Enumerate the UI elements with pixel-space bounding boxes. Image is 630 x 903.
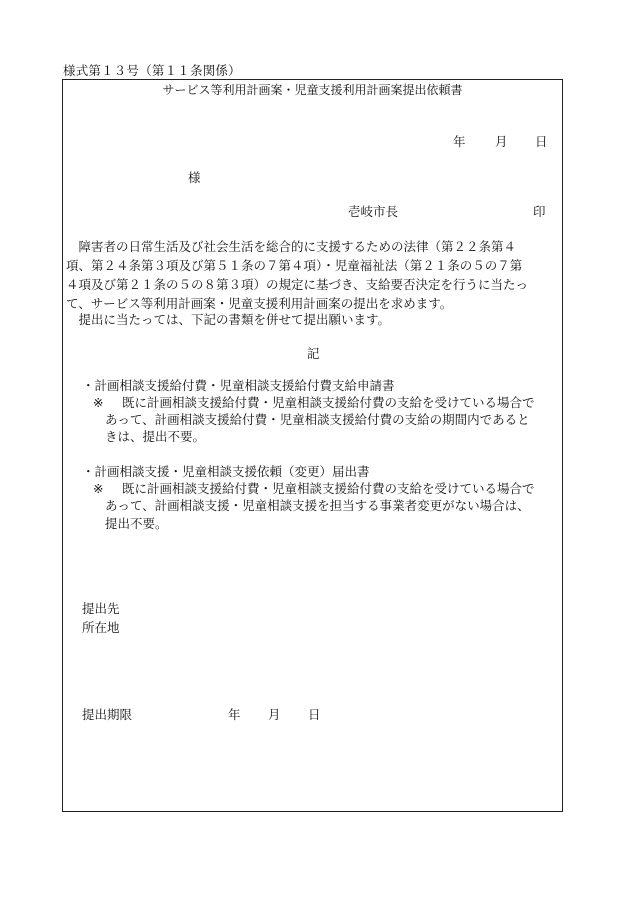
item-note-line: 既に計画相談支援給付費・児童相談支援給付費の支給を受けている場合で xyxy=(122,481,535,496)
date-year-label: 年 xyxy=(453,134,466,149)
date-month-label: 月 xyxy=(495,134,508,149)
addressee-suffix: 様 xyxy=(188,170,201,185)
note-mark: ※ xyxy=(93,395,104,410)
form-frame xyxy=(62,79,563,812)
deadline-label: 提出期限 xyxy=(82,707,133,722)
issuer-name: 壱岐市長 xyxy=(348,204,399,219)
body-paragraph-line: 項、第２４条第３項及び第５１条の７第４項）・児童福祉法（第２１条の５の７第 xyxy=(66,258,523,273)
document-title: サービス等利用計画案・児童支援利用計画案提出依頼書 xyxy=(162,83,463,97)
note-mark: ※ xyxy=(93,481,104,496)
item-note-line: あって、計画相談支援給付費・児童相談支援給付費の支給の期間内であると xyxy=(105,412,530,427)
item-note-line: きは、提出不要。 xyxy=(105,429,206,444)
body-paragraph-line: ４項及び第２１条の５の８第３項）の規定に基づき、支給要否決定を行うに当たっ xyxy=(66,277,529,292)
deadline-month-label: 月 xyxy=(268,707,281,722)
item-note-line: あって、計画相談支援・児童相談支援を担当する事業者変更がない場合は、 xyxy=(105,498,530,513)
date-day-label: 日 xyxy=(535,134,548,149)
deadline-day-label: 日 xyxy=(308,707,321,722)
item-note-line: 既に計画相談支援給付費・児童相談支援給付費の支給を受けている場合で xyxy=(122,395,535,410)
item-note-line: 提出不要。 xyxy=(105,516,168,531)
address-label: 所在地 xyxy=(82,620,120,635)
item-title: ・計画相談支援・児童相談支援依頼（変更）届出書 xyxy=(82,464,370,479)
form-number: 様式第１３号（第１１条関係） xyxy=(63,63,241,78)
ki-heading: 記 xyxy=(307,346,320,361)
item-title: ・計画相談支援給付費・児童相談支援給付費支給申請書 xyxy=(82,378,395,393)
body-paragraph-line: 障害者の日常生活及び社会生活を総合的に支援するための法律（第２２条第４ xyxy=(66,239,517,254)
body-paragraph-line: 提出に当たっては、下記の書類を併せて提出願います。 xyxy=(66,312,391,327)
body-paragraph-line: て、サービス等利用計画案・児童支援利用計画案の提出を求めます。 xyxy=(66,296,453,311)
deadline-year-label: 年 xyxy=(228,707,241,722)
seal-mark: 印 xyxy=(533,204,546,219)
destination-label: 提出先 xyxy=(82,601,120,616)
